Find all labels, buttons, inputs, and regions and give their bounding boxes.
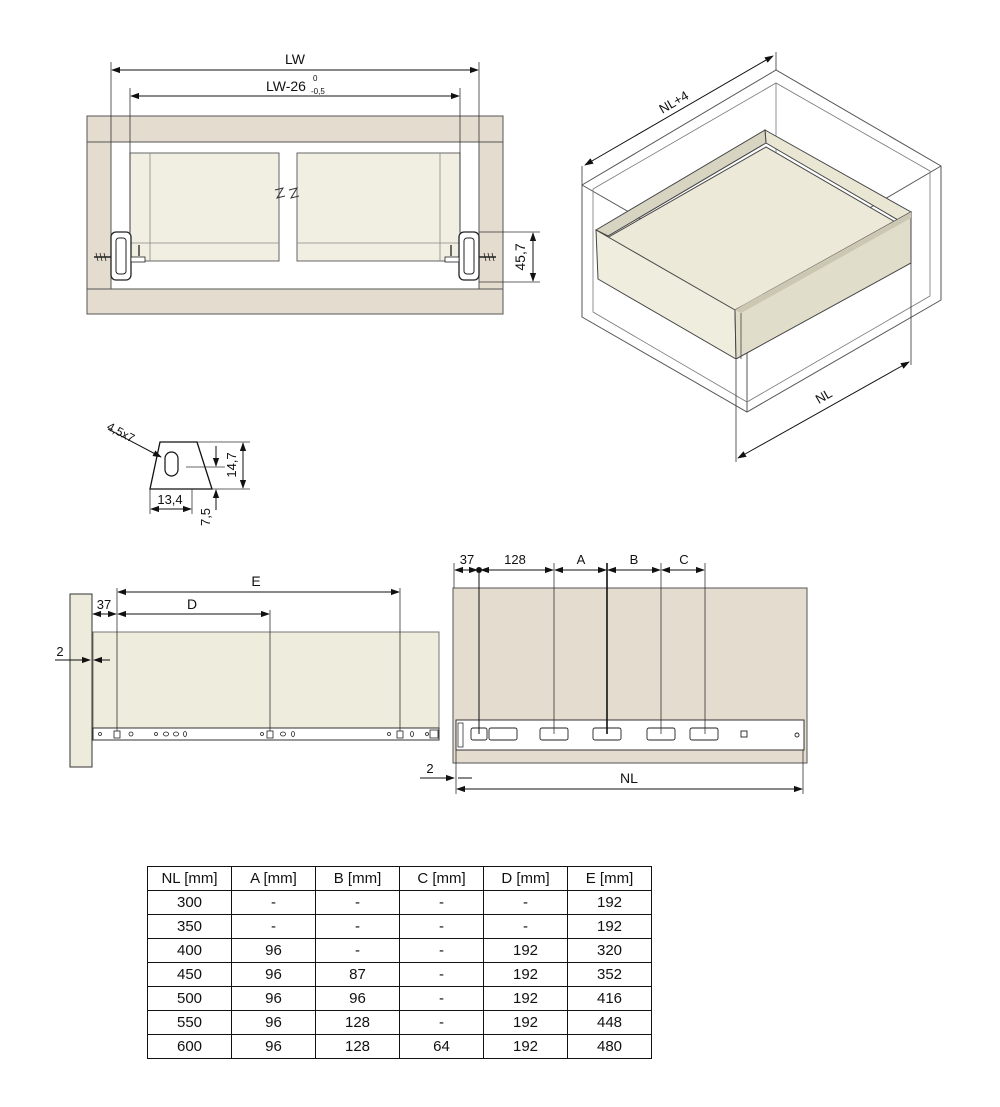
table-cell: 192	[484, 1011, 568, 1035]
bracket-offset-label: 7,5	[198, 507, 213, 527]
table-cell: 96	[316, 987, 400, 1011]
dimension-label-b: B	[629, 552, 639, 567]
table-cell: 87	[316, 963, 400, 987]
bracket-slot	[165, 452, 178, 476]
table-cell: 96	[232, 1035, 316, 1059]
dimension-label-nl: NL	[812, 385, 835, 407]
table-cell: 448	[568, 1011, 652, 1035]
back-view	[420, 552, 807, 794]
bracket-height-label: 14,7	[224, 452, 239, 478]
bracket-width-label: 13,4	[157, 492, 183, 507]
dimension-label-lw: LW	[285, 51, 305, 67]
dimension-label-inner-width: LW-26	[266, 78, 306, 94]
table-cell: -	[400, 963, 484, 987]
dimension-label-37-back: 37	[459, 552, 475, 567]
table-cell: -	[400, 1011, 484, 1035]
tolerance-upper: 0	[313, 74, 318, 83]
cabinet-right-side	[479, 142, 503, 289]
table-row	[148, 1011, 652, 1035]
dimension-label-d: D	[186, 596, 198, 612]
cabinet-bottom-panel	[87, 289, 503, 314]
table-row	[148, 987, 652, 1011]
dimension-label-c: C	[679, 552, 689, 567]
table-cell: -	[484, 915, 568, 939]
table-cell: -	[316, 915, 400, 939]
table-cell: 500	[148, 987, 232, 1011]
table-cell: 320	[568, 939, 652, 963]
table-cell: -	[400, 939, 484, 963]
drawer-front-right	[297, 153, 460, 261]
dimension-label-37: 37	[96, 597, 112, 612]
col-header-a: A [mm]	[232, 867, 316, 891]
table-row	[148, 891, 652, 915]
table-header-row	[148, 867, 652, 891]
col-header-e: E [mm]	[568, 867, 652, 891]
table-cell: 300	[148, 891, 232, 915]
table-cell: 192	[484, 987, 568, 1011]
table-cell: 128	[316, 1035, 400, 1059]
drawer-side-panel	[93, 632, 439, 728]
col-header-b: B [mm]	[316, 867, 400, 891]
table-cell: -	[316, 939, 400, 963]
dimension-label-a: A	[576, 552, 586, 567]
table-cell: 350	[148, 915, 232, 939]
table-row	[148, 915, 652, 939]
table-cell: 128	[316, 1011, 400, 1035]
slot-size-label: 4,5x7	[104, 419, 138, 446]
table-cell: 480	[568, 1035, 652, 1059]
table-cell: 64	[400, 1035, 484, 1059]
table-cell: -	[316, 891, 400, 915]
cabinet-left-side	[87, 142, 111, 289]
table-cell: -	[400, 891, 484, 915]
table-cell: -	[484, 891, 568, 915]
bracket-detail	[105, 419, 250, 526]
dimension-table	[147, 866, 652, 1059]
table-cell: 96	[232, 1011, 316, 1035]
table-cell: 550	[148, 1011, 232, 1035]
table-cell: 192	[568, 915, 652, 939]
table-cell: 416	[568, 987, 652, 1011]
table-cell: -	[232, 915, 316, 939]
table-cell: -	[232, 891, 316, 915]
cabinet-top-panel	[87, 116, 503, 142]
iso-view	[582, 52, 941, 462]
table-cell: 96	[232, 963, 316, 987]
table-row	[148, 963, 652, 987]
dimension-label-128: 128	[504, 552, 526, 567]
col-header-nl: NL [mm]	[148, 867, 232, 891]
dimension-line-nl	[738, 362, 909, 458]
table-cell: -	[400, 915, 484, 939]
table-cell: 450	[148, 963, 232, 987]
col-header-d: D [mm]	[484, 867, 568, 891]
table-cell: 192	[568, 891, 652, 915]
bracket-shape	[150, 442, 212, 489]
table-cell: 400	[148, 939, 232, 963]
tolerance-lower: -0,5	[311, 87, 325, 96]
dimension-label-runner-height: 45,7	[512, 243, 528, 271]
table-cell: -	[400, 987, 484, 1011]
table-cell: 96	[232, 987, 316, 1011]
table-cell: 192	[484, 939, 568, 963]
drawer-front-left	[130, 153, 279, 261]
table-cell: 192	[484, 1035, 568, 1059]
dimension-label-2-back: 2	[426, 761, 434, 776]
dimension-label-e: E	[251, 573, 261, 589]
table-cell: 96	[232, 939, 316, 963]
dimension-label-nl-plus: NL+4	[656, 87, 692, 117]
table-row	[148, 939, 652, 963]
table-cell: 192	[484, 963, 568, 987]
table-row	[148, 1035, 652, 1059]
front-view	[87, 51, 540, 314]
table-cell: 600	[148, 1035, 232, 1059]
col-header-c: C [mm]	[400, 867, 484, 891]
table-cell: 352	[568, 963, 652, 987]
front-panel-section	[70, 594, 92, 767]
side-view	[55, 573, 439, 767]
dimension-label-nl-back: NL	[620, 770, 638, 786]
dimension-label-gap: 2	[56, 644, 64, 659]
